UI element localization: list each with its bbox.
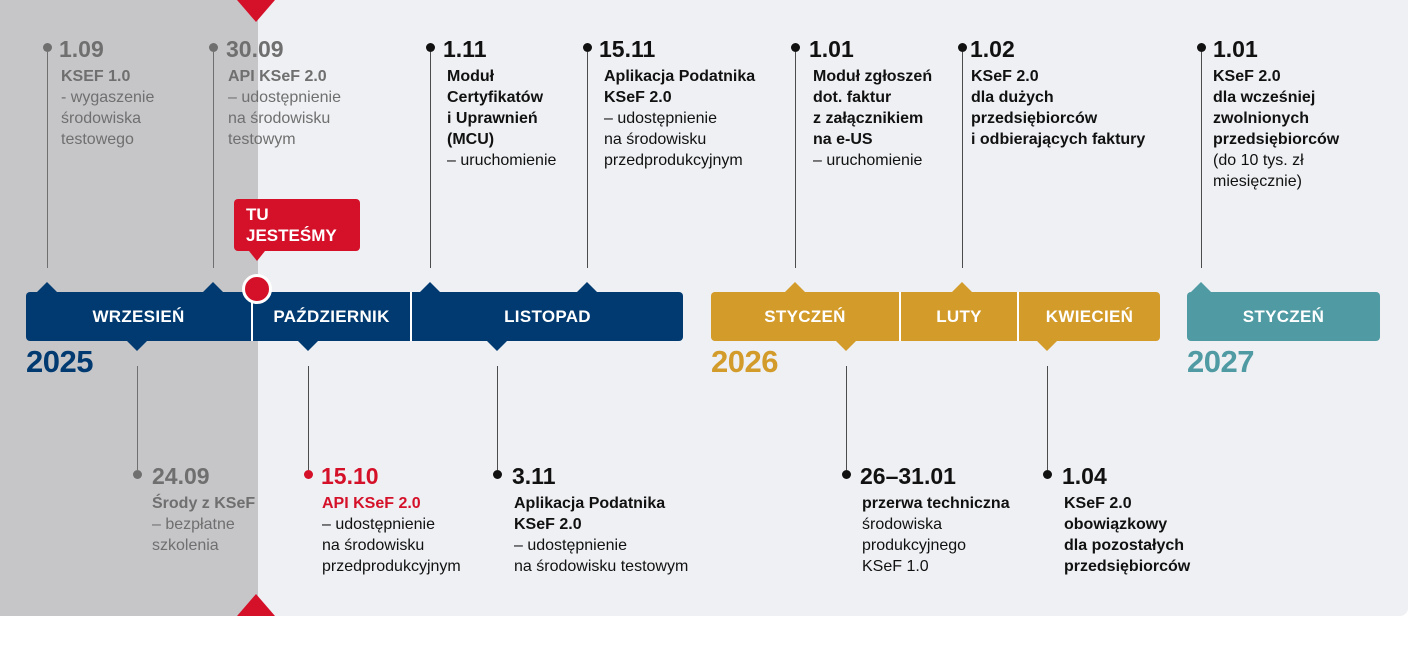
event-dot: [493, 470, 502, 479]
event-line: testowym: [228, 131, 296, 148]
event-dot: [209, 43, 218, 52]
event-line: na środowisku: [228, 110, 331, 127]
event-date: 26–31.01: [860, 463, 956, 489]
year-2025: 2025: [26, 344, 93, 379]
bar-notch: [37, 282, 57, 292]
event-connector: [587, 52, 588, 268]
event-line: na środowisku: [322, 537, 425, 554]
bar-notch: [1037, 341, 1057, 351]
event-line: na środowisku: [604, 131, 707, 148]
month-styczen-2027: STYCZEŃ: [1242, 306, 1325, 326]
event-date: 24.09: [152, 463, 210, 489]
event-line: zwolnionych: [1213, 110, 1309, 127]
bar-notch: [785, 282, 805, 292]
bar-notch: [298, 341, 318, 351]
event-line: przedsiębiorców: [1064, 558, 1191, 575]
event-dot: [304, 470, 313, 479]
event-line: – bezpłatne: [152, 516, 235, 533]
event-line: produkcyjnego: [862, 537, 967, 554]
event-line: przedsiębiorców: [971, 110, 1098, 127]
event-description: [447, 66, 556, 171]
event-description: [1213, 66, 1339, 192]
event-dot: [842, 470, 851, 479]
event-connector: [47, 52, 48, 268]
event-description: [1064, 493, 1190, 577]
event-dot: [1043, 470, 1052, 479]
event-description: [862, 493, 1010, 577]
event-line: obowiązkowy: [1064, 516, 1168, 533]
event-description: [514, 493, 688, 577]
event-line: – udostępnienie: [322, 516, 435, 533]
event-connector: [308, 366, 309, 470]
event-connector: [137, 366, 138, 470]
event-connector: [497, 366, 498, 470]
bar-notch: [952, 282, 972, 292]
event-date: 3.11: [512, 463, 556, 489]
event-dot: [426, 43, 435, 52]
event-connector: [962, 52, 963, 268]
current-position-marker: [242, 274, 272, 304]
current-position-label: [234, 199, 360, 251]
event-description: [228, 66, 341, 150]
event-date: 1.01: [809, 36, 854, 62]
event-dot: [1197, 43, 1206, 52]
event-connector: [795, 52, 796, 268]
event-date: 15.10: [321, 463, 379, 489]
current-position-bottom-arrow: [237, 594, 275, 616]
bar-notch: [203, 282, 223, 292]
event-line: przerwa techniczna: [862, 495, 1010, 512]
event-description: [604, 66, 755, 171]
event-connector: [430, 52, 431, 268]
month-listopad: LISTOPAD: [504, 306, 591, 326]
event-line: Aplikacja Podatnika: [514, 495, 666, 512]
event-line: szkolenia: [152, 537, 219, 554]
month-styczen-2026: STYCZEŃ: [764, 306, 846, 326]
event-dot: [958, 43, 967, 52]
event-date: 15.11: [599, 36, 656, 62]
event-date: 1.11: [443, 36, 487, 62]
event-line: – udostępnienie: [604, 110, 717, 127]
event-line: miesięcznie): [1213, 173, 1302, 190]
event-line: KSeF 2.0: [971, 68, 1039, 85]
event-line: KSeF 1.0: [862, 558, 929, 575]
event-dot: [791, 43, 800, 52]
event-line: Środy z KSeF: [152, 495, 256, 512]
event-line: dot. faktur: [813, 89, 892, 106]
event-connector: [213, 52, 214, 268]
event-line: - wygaszenie: [61, 89, 155, 106]
event-line: (MCU): [447, 131, 495, 148]
event-line: środowiska: [862, 516, 943, 533]
event-line: Aplikacja Podatnika: [604, 68, 756, 85]
event-line: i odbierających faktury: [971, 131, 1146, 148]
month-kwiecien: KWIECIEŃ: [1045, 306, 1134, 326]
event-line: KSeF 2.0: [604, 89, 672, 106]
event-line: i Uprawnień: [447, 110, 538, 127]
event-line: Moduł: [447, 68, 495, 85]
event-line: dla wcześniej: [1213, 89, 1316, 106]
event-line: na środowisku testowym: [514, 558, 689, 575]
bar-notch: [420, 282, 440, 292]
event-line: KSEF 1.0: [61, 68, 131, 85]
event-line: Certyfikatów: [447, 89, 544, 106]
event-date: 1.09: [59, 36, 104, 62]
bar-notch: [836, 341, 856, 351]
event-line: – uruchomienie: [447, 152, 557, 169]
event-line: środowiska: [61, 110, 142, 127]
bar-notch: [1191, 282, 1211, 292]
here-line: TU: [246, 205, 269, 224]
event-line: z załącznikiem: [813, 110, 924, 127]
event-line: (do 10 tys. zł: [1213, 152, 1304, 169]
current-position-top-arrow: [237, 0, 275, 22]
event-dot: [133, 470, 142, 479]
event-line: – udostępnienie: [514, 537, 627, 554]
event-line: na e-US: [813, 131, 873, 148]
event-line: API KSeF 2.0: [322, 495, 421, 512]
month-wrzesien: WRZESIEŃ: [92, 306, 185, 326]
year-2026: 2026: [711, 344, 778, 379]
event-line: KSeF 2.0: [514, 516, 582, 533]
event-connector: [1047, 366, 1048, 470]
bar-notch: [487, 341, 507, 351]
event-description: [322, 493, 461, 577]
event-line: API KSeF 2.0: [228, 68, 327, 85]
here-line: JESTEŚMY: [246, 226, 337, 245]
bar-notch: [127, 341, 147, 351]
event-description: [971, 66, 1145, 150]
current-position-label-tail: [249, 251, 265, 261]
event-dot: [43, 43, 52, 52]
event-description: [152, 493, 255, 556]
event-date: 30.09: [226, 36, 284, 62]
event-dot: [583, 43, 592, 52]
month-pazdziernik: PAŹDZIERNIK: [273, 306, 390, 326]
event-line: KSeF 2.0: [1213, 68, 1281, 85]
event-date: 1.04: [1062, 463, 1107, 489]
event-line: – uruchomienie: [813, 152, 923, 169]
event-line: dla dużych: [971, 89, 1054, 106]
event-line: testowego: [61, 131, 134, 148]
event-date: 1.01: [1213, 36, 1258, 62]
event-description: [813, 66, 932, 171]
event-line: przedsiębiorców: [1213, 131, 1340, 148]
event-line: KSeF 2.0: [1064, 495, 1132, 512]
event-line: – udostępnienie: [228, 89, 341, 106]
event-description: [61, 66, 154, 150]
event-line: przedprodukcyjnym: [604, 152, 743, 169]
event-line: przedprodukcyjnym: [322, 558, 461, 575]
month-luty: LUTY: [936, 306, 982, 326]
event-line: dla pozostałych: [1064, 537, 1185, 554]
event-connector: [1201, 52, 1202, 268]
event-line: Moduł zgłoszeń: [813, 68, 933, 85]
event-connector: [846, 366, 847, 470]
bar-notch: [577, 282, 597, 292]
event-date: 1.02: [970, 36, 1015, 62]
year-2027: 2027: [1187, 344, 1254, 379]
